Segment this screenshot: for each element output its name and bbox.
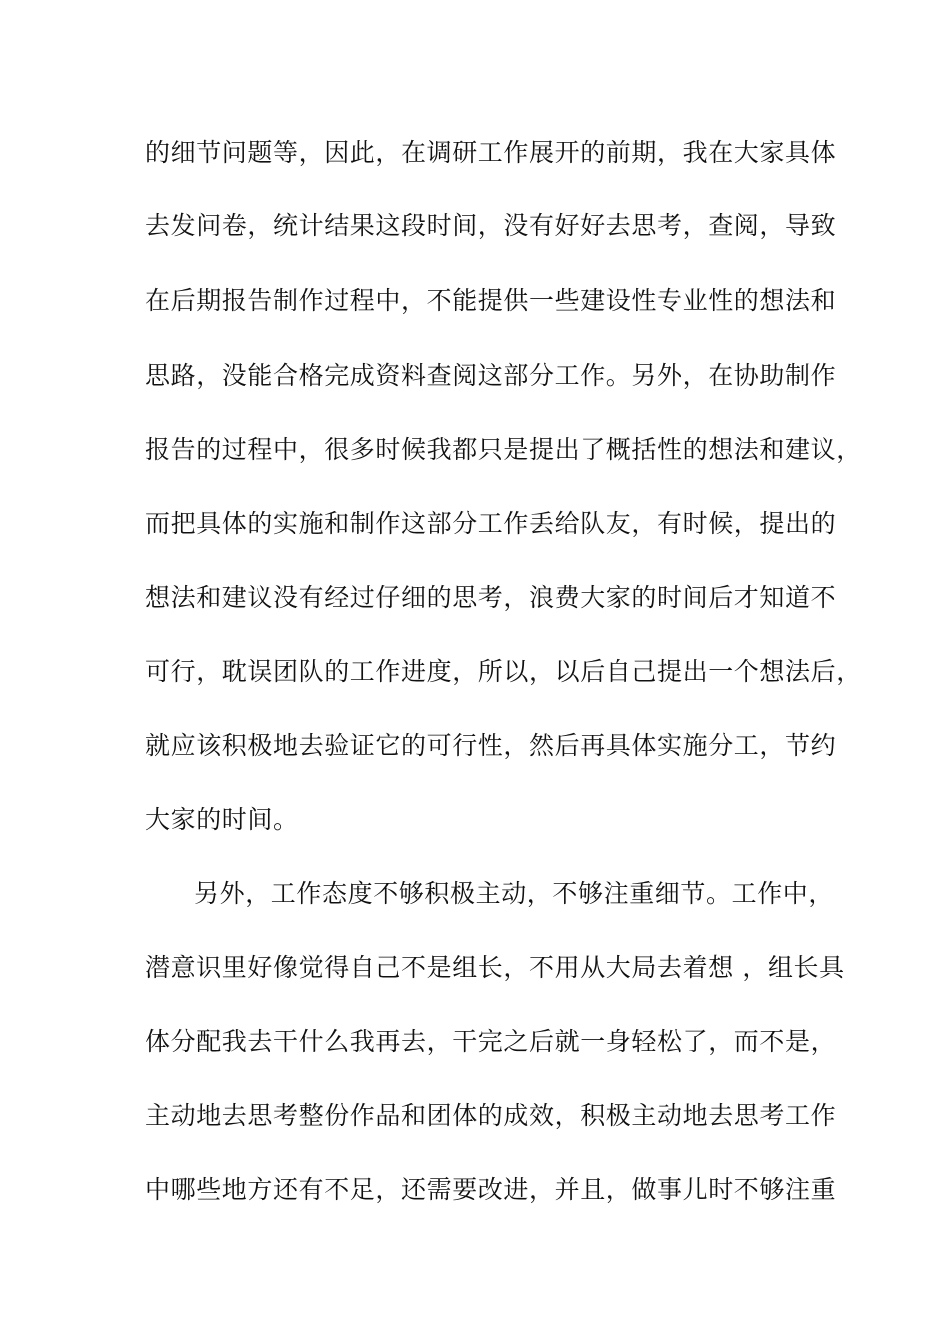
text-line-8: 可行，耽误团队的工作进度，所以，以后自己提出一个想法后， [145,657,862,686]
text-line-14: 主动地去思考整份作品和团体的成效，积极主动地去思考工作 [145,1101,837,1130]
text-line-4: 思路，没能合格完成资料查阅这部分工作。另外，在协助制作 [145,361,837,390]
text-line-5: 报告的过程中，很多时候我都只是提出了概括性的想法和建议， [145,435,862,464]
text-line-12: 潜意识里好像觉得自己不是组长，不用从大局去着想 ，组长具 [145,953,845,982]
text-line-10: 大家的时间。 [145,805,299,834]
text-line-9: 就应该积极地去验证它的可行性，然后再具体实施分工，节约 [145,731,837,760]
text-line-6: 而把具体的实施和制作这部分工作丢给队友，有时候，提出的 [145,509,837,538]
text-line-15: 中哪些地方还有不足，还需要改进，并且，做事儿时不够注重 [145,1175,837,1204]
text-line-3: 在后期报告制作过程中，不能提供一些建设性专业性的想法和 [145,286,837,315]
text-line-7: 想法和建议没有经过仔细的思考，浪费大家的时间后才知道不 [145,583,837,612]
text-line-13: 体分配我去干什么我再去，干完之后就一身轻松了，而不是， [145,1027,837,1056]
text-line-2: 去发问卷，统计结果这段时间，没有好好去思考，查阅，导致 [145,211,837,240]
text-line-1: 的细节问题等，因此，在调研工作展开的前期，我在大家具体 [145,138,837,167]
paragraph-start-line: 另外，工作态度不够积极主动，不够注重细节。工作中， [194,879,835,908]
